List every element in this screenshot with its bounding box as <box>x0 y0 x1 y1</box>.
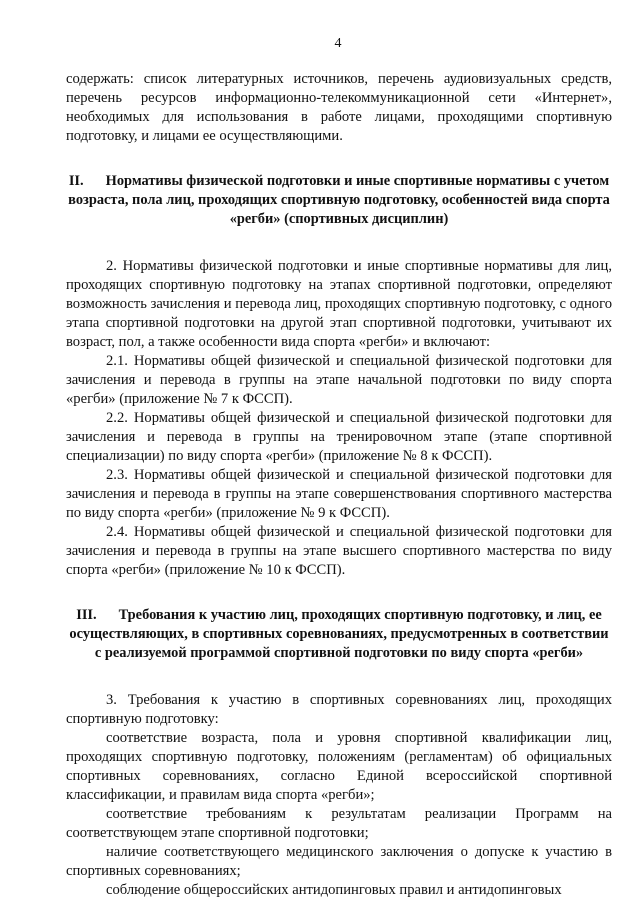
intro-paragraph: содержать: список литературных источников, перечень аудиовизуальных средств, перечень ресурсов информационно-телекоммуникационной сети «Интернет», необходимых для использования в работе лицами, проходящими спортивную подготовку, и лицами ее осуществляющими. <box>66 71 612 144</box>
paragraph-2-2: 2.2. Нормативы общей физической и специальной физической подготовки для зачисления и перевода в группы на тренировочном этапе (этапе спортивной специализации) по виду спорта «регби» (приложение № 8 к ФССП). <box>66 410 612 464</box>
section-2-title: Нормативы физической подготовки и иные спортивные нормативы с учетом возраста, пола лиц, проходящих спортивную подготовку, особенностей вида спорта «регби» (спортивных дисциплин) <box>68 173 610 227</box>
paragraph-2-4: 2.4. Нормативы общей физической и специальной физической подготовки для зачисления и перевода в группы на этапе высшего спортивного мастерства по виду спорта «регби» (приложение № 10 к ФССП). <box>66 524 612 578</box>
section-3-heading <box>66 606 612 663</box>
paragraph-2-1: 2.1. Нормативы общей физической и специальной физической подготовки для зачисления и перевода в группы на этапе начальной подготовки по виду спорта «регби» (приложение № 7 к ФССП). <box>66 353 612 407</box>
paragraph-3-item-3: наличие соответствующего медицинского заключения о допуске к участию в спортивных соревнованиях; <box>66 844 612 879</box>
section-3-title: Требования к участию лиц, проходящих спортивную подготовку, и лиц, ее осуществляющих, в спортивных соревнованиях, предусмотренных в соответствии с реализуемой программой спортивной подготовки по виду спорта «регби» <box>69 607 609 661</box>
paragraph-3-item-1: соответствие возраста, пола и уровня спортивной квалификации лиц, проходящих спортивную подготовку, положениям (регламентам) об официальных спортивных соревнованиях, согласно Единой всероссийской спортивной классификации, и правилам вида спорта «регби»; <box>66 730 612 803</box>
paragraph-3: 3. Требования к участию в спортивных соревнованиях лиц, проходящих спортивную подготовку: <box>66 692 612 727</box>
page-number: 4 <box>334 36 342 51</box>
paragraph-2: 2. Нормативы физической подготовки и иные спортивные нормативы для лиц, проходящих спортивную подготовку на этапах спортивной подготовки, определяют возможность зачисления и перевода лиц, проходящих спортивную подготовку, с одного этапа спортивной подготовки на другой этап спортивной подготовки, учитывают их возраст, пол, а также особенности вида спорта «регби» и включают: <box>66 258 612 350</box>
paragraph-3-item-4: соблюдение общероссийских антидопинговых правил и антидопинговых <box>106 882 562 898</box>
paragraph-3-item-2: соответствие требованиям к результатам реализации Программ на соответствующем этапе спортивной подготовки; <box>66 806 612 841</box>
section-2-number: II. <box>68 173 84 189</box>
section-3-number: III. <box>76 607 97 623</box>
paragraph-2-3: 2.3. Нормативы общей физической и специальной физической подготовки для зачисления и перевода в группы на этапе совершенствования спортивного мастерства по виду спорта «регби» (приложение № 9 к ФССП). <box>66 467 612 521</box>
section-2-heading <box>66 172 612 229</box>
